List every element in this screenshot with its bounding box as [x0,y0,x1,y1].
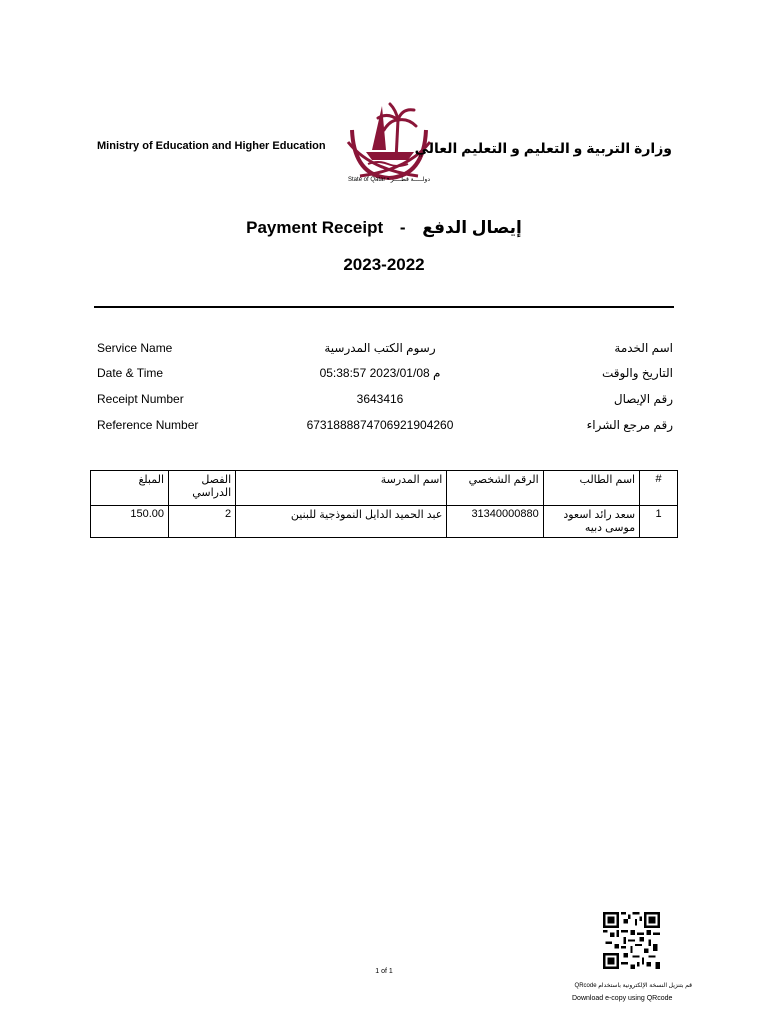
header-index: # [640,471,678,506]
label-en: Receipt Number [97,392,184,406]
header-school: اسم المدرسة [236,471,447,506]
emblem-caption: State of Qatar • دولـــــة قطــــر [348,177,430,183]
label-en: Date & Time [97,366,164,380]
header-grade: الفصل الدراسي [169,471,236,506]
label-en: Reference Number [97,418,199,432]
receipt-title-ar: إيصال الدفع [422,218,522,237]
header-amount: المبلغ [91,471,169,506]
cell-grade: 2 [169,506,236,538]
page-number: 1 of 1 [375,968,393,975]
datetime-value: 05:38:57 2023/01/08 م [319,366,441,380]
table-header-row [91,471,678,506]
info-row-receipt-number [97,392,673,412]
info-row-service [97,341,673,361]
academic-year: 2023-2022 [343,255,425,274]
label-en: Service Name [97,341,173,355]
divider [94,306,674,308]
header-student-name: اسم الطالب [543,471,639,506]
label-ar: اسم الخدمة [614,341,673,355]
info-row-datetime [97,366,673,386]
cell-index: 1 [640,506,678,538]
label-ar: التاريخ والوقت [602,366,673,380]
header-personal-id: الرقم الشخصي [447,471,543,506]
receipt-title-en: Payment Receipt [246,218,384,237]
title-separator: - [399,218,406,237]
fees-table [90,470,678,538]
ministry-name-en: Ministry of Education and Higher Education [97,140,326,152]
service-value: رسوم الكتب المدرسية [324,341,436,355]
info-row-reference-number [97,418,673,438]
receipt-number-value: 3643416 [356,392,404,406]
ministry-name-ar: وزارة التربية و التعليم و التعليم العالي [414,140,672,156]
cell-personal-id: 31340000880 [447,506,543,538]
label-ar: رقم مرجع الشراء [586,418,673,432]
qr-code-icon[interactable] [603,912,660,969]
cell-school: عبد الحميد الدايل النموذجية للبنين [236,506,447,538]
table-row [91,506,678,538]
receipt-title [0,218,768,238]
qr-note-ar: قم بتنزيل النسخة الإلكترونية باستخدام QRcode [574,983,692,989]
cell-amount: 150.00 [91,506,169,538]
qr-note-en: Download e-copy using QRcode [572,995,673,1002]
reference-number-value: 673188887470692190426​0 [306,418,454,432]
cell-student-name: سعد رائد اسعود موسى دبيه [543,506,639,538]
label-ar: رقم الإيصال [613,392,673,406]
